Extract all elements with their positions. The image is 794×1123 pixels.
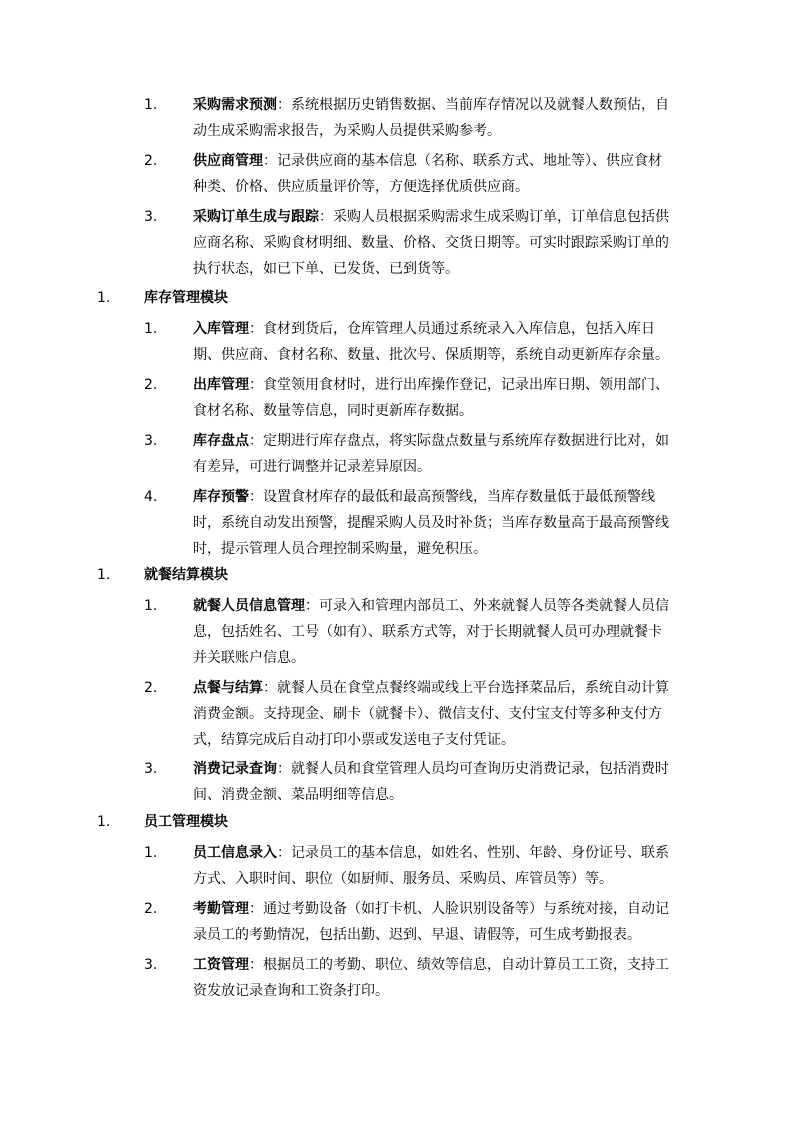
item-number: 3. bbox=[144, 209, 158, 225]
item-title: 库存盘点 bbox=[193, 433, 249, 449]
item-text: ：记录员工的基本信息，如姓名、性别、年龄、身份证号、联系 bbox=[277, 845, 669, 861]
section-title: 员工管理模块 bbox=[144, 814, 228, 830]
item-text: ：采购人员根据采购需求生成采购订单，订单信息包括供 bbox=[319, 209, 669, 225]
item-number: 2. bbox=[144, 153, 158, 169]
item-text: 执行状态，如已下单、已发货、已到货等。 bbox=[193, 261, 459, 277]
item-text: 食材名称、数量等信息，同时更新库存数据。 bbox=[193, 403, 473, 419]
item-text: 动生成采购需求报告，为采购人员提供采购参考。 bbox=[193, 123, 501, 139]
item-text: ：记录供应商的基本信息（名称、联系方式、地址等）、供应食材 bbox=[263, 153, 662, 169]
item-number: 4. bbox=[144, 489, 158, 505]
item-title: 采购需求预测 bbox=[193, 97, 277, 113]
item-text: ：可录入和管理内部员工、外来就餐人员等各类就餐人员信 bbox=[305, 598, 669, 614]
item-title: 入库管理 bbox=[193, 321, 249, 337]
item-title: 点餐与结算 bbox=[193, 680, 263, 696]
item-text: 间、消费金额、菜品明细等信息。 bbox=[193, 787, 403, 803]
item-text: 时，提示管理人员合理控制采购量，避免积压。 bbox=[193, 541, 487, 557]
item-text: 时，系统自动发出预警，提醒采购人员及时补货；当库存数量高于最高预警线 bbox=[193, 515, 669, 531]
section-number: 1. bbox=[97, 567, 111, 583]
item-text: 式，结算完成后自动打印小票或发送电子支付凭证。 bbox=[193, 732, 515, 748]
item-number: 2. bbox=[144, 680, 158, 696]
item-text: ：根据员工的考勤、职位、绩效等信息，自动计算员工工资，支持工 bbox=[249, 957, 669, 973]
section-title: 库存管理模块 bbox=[144, 290, 228, 306]
item-number: 2. bbox=[144, 377, 158, 393]
item-text: ：系统根据历史销售数据、当前库存情况以及就餐人数预估，自 bbox=[277, 97, 669, 113]
item-text: 录员工的考勤情况，包括出勤、迟到、早退、请假等，可生成考勤报表。 bbox=[193, 927, 641, 943]
item-number: 1. bbox=[144, 97, 158, 113]
item-title: 供应商管理 bbox=[193, 153, 263, 169]
item-number: 3. bbox=[144, 957, 158, 973]
item-text: ：就餐人员在食堂点餐终端或线上平台选择菜品后，系统自动计算 bbox=[263, 680, 669, 696]
item-text: 种类、价格、供应质量评价等，方便选择优质供应商。 bbox=[193, 179, 529, 195]
item-number: 2. bbox=[144, 901, 158, 917]
item-number: 1. bbox=[144, 321, 158, 337]
item-number: 3. bbox=[144, 433, 158, 449]
section-title: 就餐结算模块 bbox=[144, 567, 228, 583]
item-title: 工资管理 bbox=[193, 957, 249, 973]
item-text: 方式、入职时间、职位（如厨师、服务员、采购员、库管员等）等。 bbox=[193, 871, 613, 887]
item-text: ：设置食材库存的最低和最高预警线，当库存数量低于最低预警线 bbox=[249, 489, 655, 505]
item-number: 3. bbox=[144, 761, 158, 777]
item-text: 消费金额。支持现金、刷卡（就餐卡）、微信支付、支付宝支付等多种支付方 bbox=[193, 706, 662, 722]
item-number: 1. bbox=[144, 598, 158, 614]
item-title: 考勤管理 bbox=[193, 901, 249, 917]
item-title: 库存预警 bbox=[193, 489, 249, 505]
section-number: 1. bbox=[97, 814, 111, 830]
item-number: 1. bbox=[144, 845, 158, 861]
item-text: 期、供应商、食材名称、数量、批次号、保质期等，系统自动更新库存余量。 bbox=[193, 347, 669, 363]
item-text: 资发放记录查询和工资条打印。 bbox=[193, 983, 389, 999]
item-text: 息，包括姓名、工号（如有）、联系方式等，对于长期就餐人员可办理就餐卡 bbox=[193, 624, 662, 640]
item-text: ：定期进行库存盘点，将实际盘点数量与系统库存数据进行比对，如 bbox=[249, 433, 669, 449]
item-title: 员工信息录入 bbox=[193, 845, 277, 861]
section-number: 1. bbox=[97, 290, 111, 306]
item-title: 就餐人员信息管理 bbox=[193, 598, 305, 614]
item-text: ：通过考勤设备（如打卡机、人脸识别设备等）与系统对接，自动记 bbox=[249, 901, 669, 917]
item-text: 并关联账户信息。 bbox=[193, 650, 305, 666]
item-title: 采购订单生成与跟踪 bbox=[193, 209, 319, 225]
item-text: ：食材到货后，仓库管理人员通过系统录入入库信息，包括入库日 bbox=[249, 321, 655, 337]
item-text: 应商名称、采购食材明细、数量、价格、交货日期等。可实时跟踪采购订单的 bbox=[193, 235, 669, 251]
item-text: ：就餐人员和食堂管理人员均可查询历史消费记录，包括消费时 bbox=[277, 761, 669, 777]
item-text: ：食堂领用食材时，进行出库操作登记，记录出库日期、领用部门、 bbox=[249, 377, 669, 393]
item-text: 有差异，可进行调整并记录差异原因。 bbox=[193, 459, 431, 475]
item-title: 消费记录查询 bbox=[193, 761, 277, 777]
item-title: 出库管理 bbox=[193, 377, 249, 393]
